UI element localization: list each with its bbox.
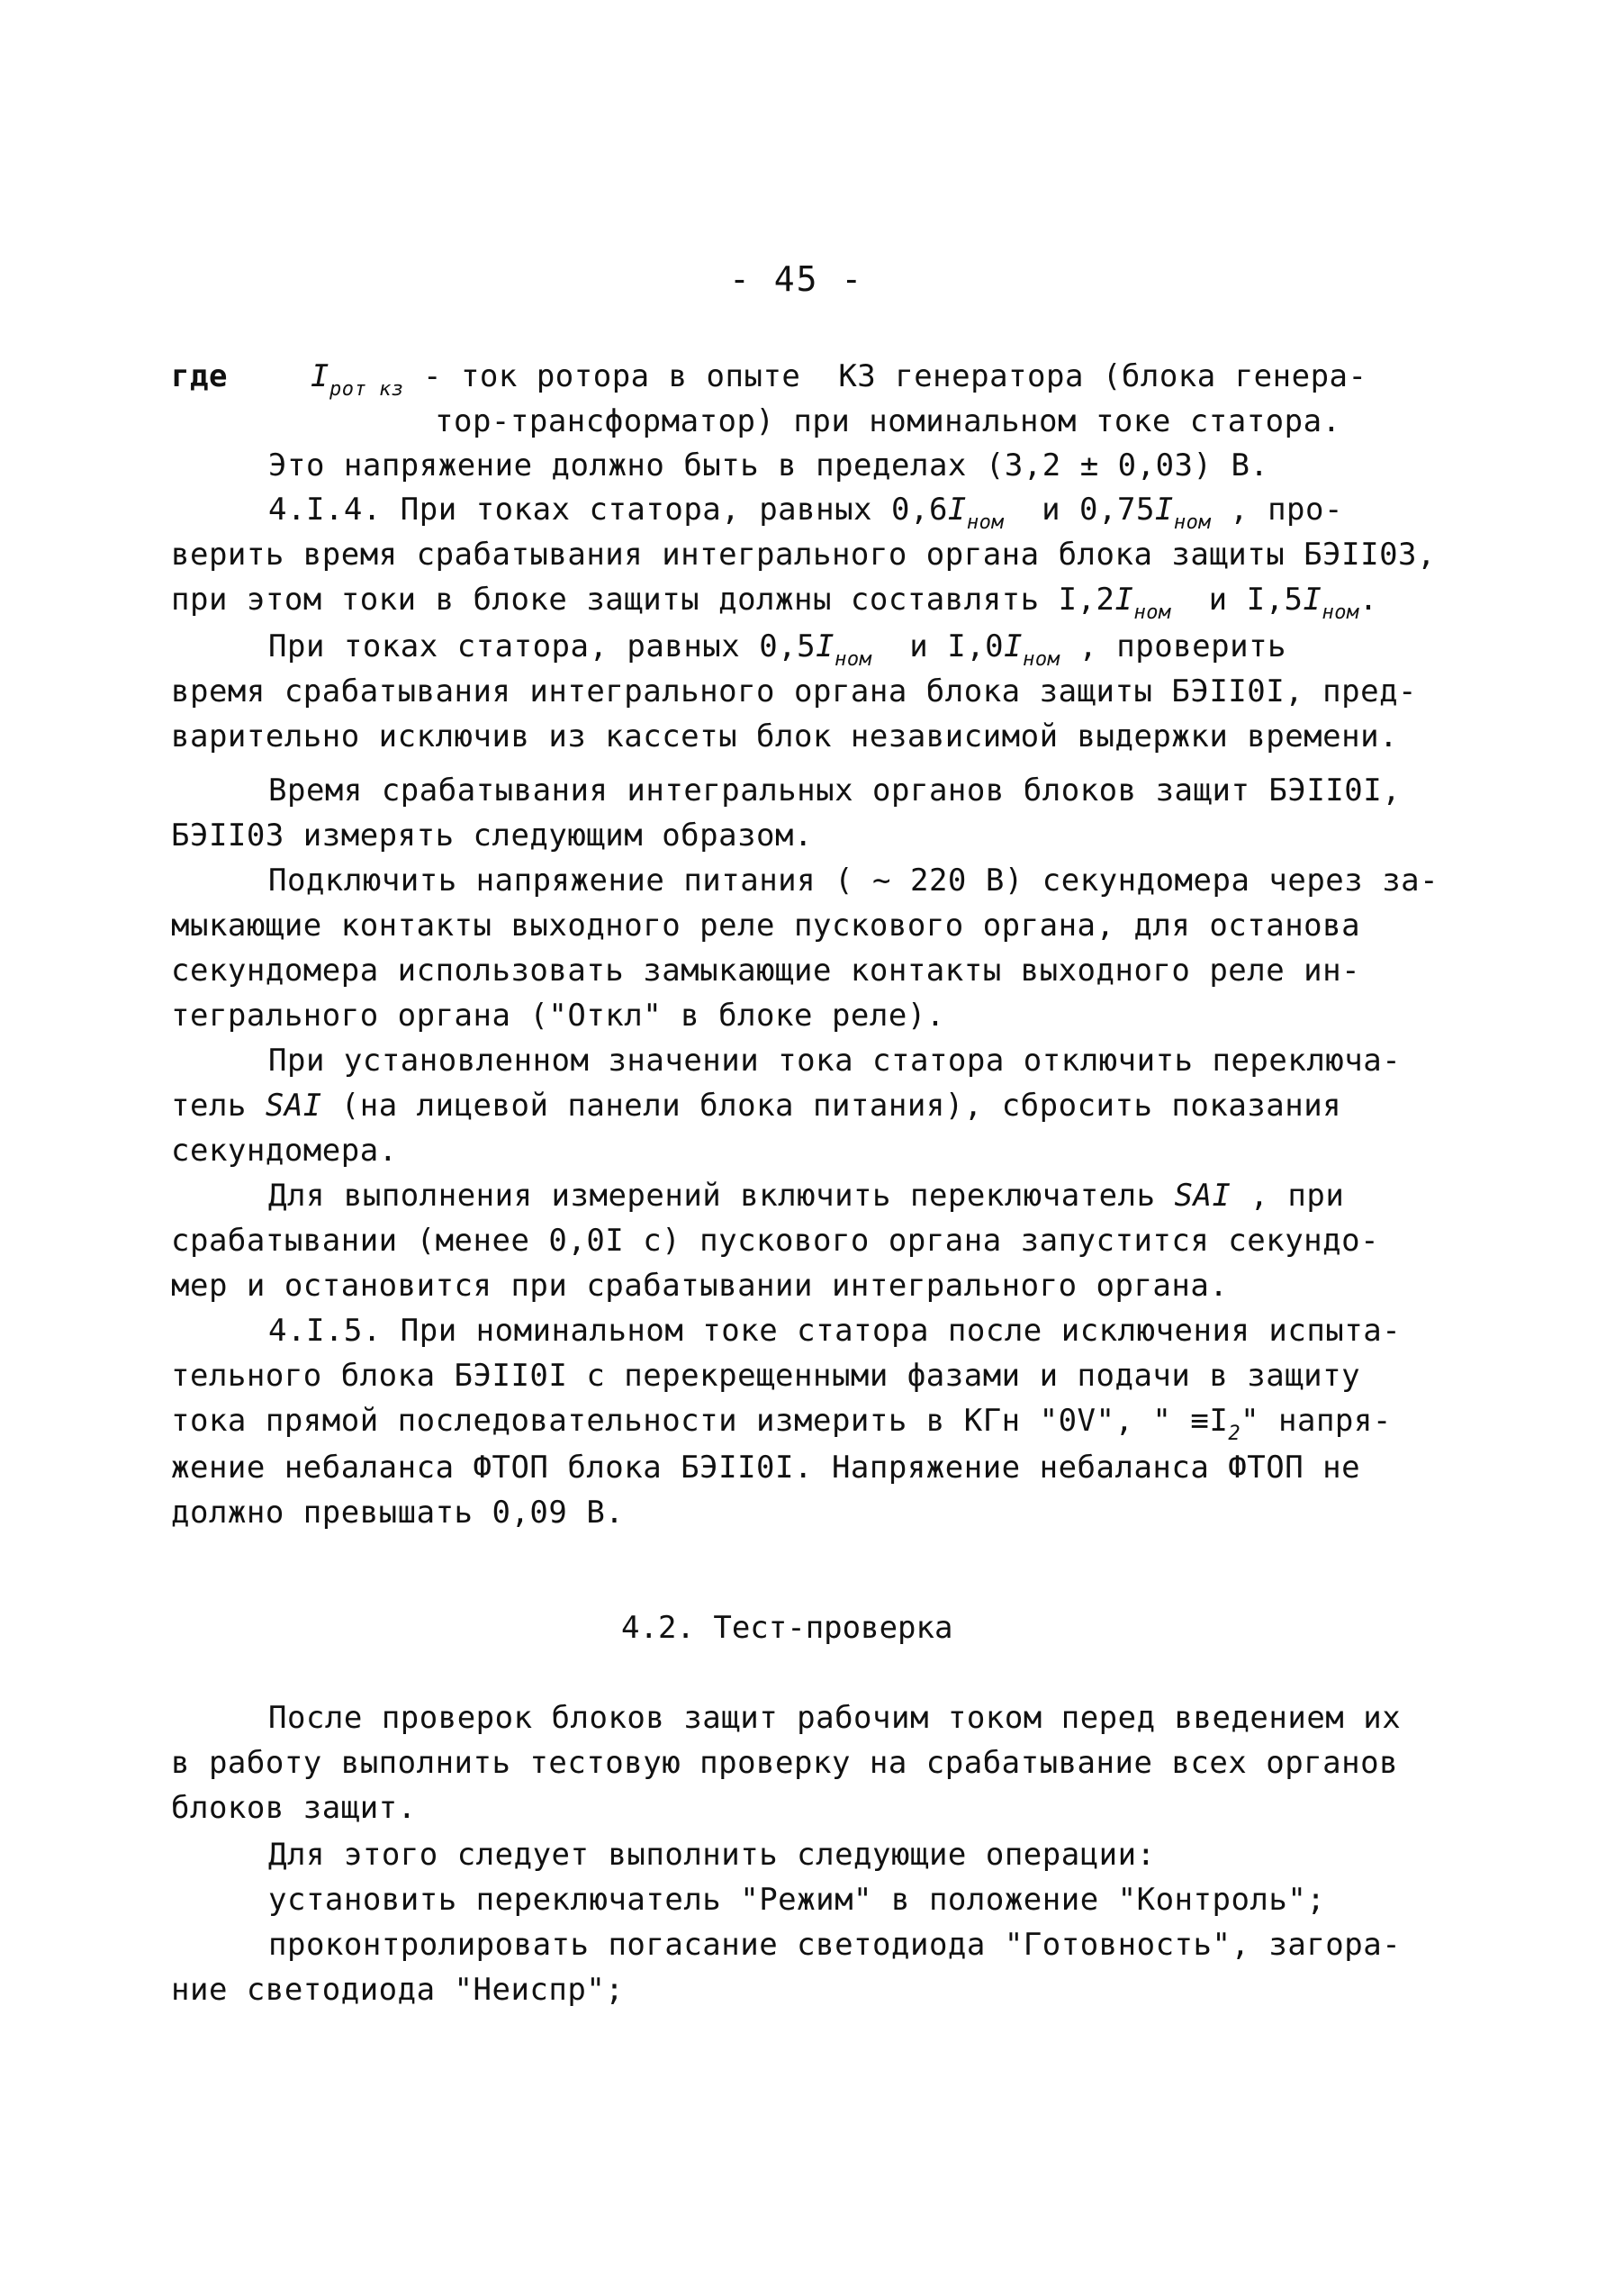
switch-sai-label: SAI — [1174, 1178, 1232, 1214]
p414-l1-text-a: 4.I.4. При токах статора, равных 0,6 — [268, 492, 948, 528]
rotor-current-symbol — [311, 358, 403, 399]
p-set-line-3: секундомера. — [171, 1133, 398, 1169]
p414-l1-text-c: , про- — [1211, 492, 1343, 528]
p415-line-2: тельного блока БЭII0I с перекрещенными фазами и подачи в защиту — [171, 1358, 1361, 1394]
i-nom-subscript: ном — [1173, 511, 1212, 534]
definition-line-2: тор-трансформатор) при номинальном токе статора. — [435, 403, 1341, 439]
p-measure-l1-text-a: Для выполнения измерений включить переключатель — [268, 1178, 1175, 1214]
p-time-line-1: Время срабатывания интегральных органов блоков защит БЭII0I, — [268, 773, 1402, 809]
where-word: где — [171, 358, 228, 394]
p-ops-line-4: ние светодиода "Неиспр"; — [171, 1972, 625, 2008]
i-nom-symbol: I — [1114, 582, 1134, 618]
p-ops-line-3: проконтролировать погасание светодиода "Готовность", загора- — [268, 1927, 1402, 1963]
switch-sai-label: SAI — [265, 1088, 322, 1124]
p415-line-5: должно превышать 0,09 В. — [171, 1495, 625, 1531]
i-nom-subscript: ном — [1322, 601, 1359, 624]
p-measure-line-1 — [268, 1178, 1344, 1214]
p414-l1-text-b: и 0,75 — [1004, 492, 1155, 528]
p-measure-l1-text-c: , при — [1231, 1178, 1345, 1214]
p-ops-line-2: установить переключатель "Режим" в положение "Контроль"; — [268, 1882, 1326, 1918]
p415-line-3 — [171, 1403, 1392, 1443]
symbol-main: I — [311, 358, 329, 394]
i-nom-subscript: ном — [835, 648, 872, 671]
p414-l3-text-c: . — [1358, 582, 1378, 618]
p414-l4-text-c: , проверить — [1060, 628, 1287, 664]
symbol-subscript: рот кз — [329, 378, 404, 401]
i-nom-subscript: ном — [966, 511, 1005, 534]
i-nom-symbol: I — [1004, 628, 1024, 664]
p414-line-2: верить время срабатывания интегрального органа блока защиты БЭII03, — [171, 537, 1436, 573]
i-nom-symbol: I — [816, 628, 835, 664]
p-connect-line-4: тегрального органа ("Откл" в блоке реле). — [171, 998, 945, 1034]
p-after-line-2: в работу выполнить тестовую проверку на срабатывание всех органов — [171, 1745, 1399, 1781]
p-set-l2-text-c: (на лицевой панели блока питания), сбросить показания — [321, 1088, 1342, 1124]
p415-line-1: 4.I.5. При номинальном токе статора после исключения испыта- — [268, 1313, 1402, 1349]
i-nom-symbol: I — [947, 492, 967, 528]
p414-l3-text-b: и I,5 — [1170, 582, 1304, 618]
p-set-line-1: При установленном значении тока статора отключить переключа- — [268, 1043, 1402, 1079]
p-ops-line-1: Для этого следует выполнить следующие операции: — [268, 1837, 1156, 1873]
p415-l3-text-b: " напря- — [1241, 1403, 1392, 1439]
p414-line-4 — [268, 628, 1286, 669]
p-measure-line-3: мер и остановится при срабатывании интегрального органа. — [171, 1268, 1229, 1304]
p-after-line-3: блоков защит. — [171, 1790, 417, 1826]
p414-line-5: время срабатывания интегрального органа блока защиты БЭII0I, пред- — [171, 673, 1418, 709]
p-after-line-1: После проверок блоков защит рабочим током перед введением их — [268, 1700, 1402, 1736]
i2-subscript: 2 — [1228, 1423, 1241, 1445]
p-connect-line-2: мыкающие контакты выходного реле пускового органа, для останова — [171, 908, 1361, 944]
p414-line-1 — [268, 492, 1343, 532]
p-set-l2-text-a: тель — [171, 1088, 266, 1124]
p-set-line-2 — [171, 1088, 1341, 1124]
i-nom-subscript: ном — [1133, 601, 1171, 624]
p415-line-4: жение небаланса ФТОП блока БЭII0I. Напряжение небаланса ФТОП не — [171, 1450, 1361, 1486]
i-nom-subscript: ном — [1023, 648, 1060, 671]
p-measure-line-2: срабатывании (менее 0,0I с) пускового органа запустится секундо- — [171, 1223, 1380, 1259]
page-number: - 45 - — [729, 259, 864, 299]
p414-line-3 — [171, 582, 1378, 622]
i-nom-symbol: I — [1154, 492, 1174, 528]
p415-l3-text-a: тока прямой последовательности измерить в КГн "0V", " ≡I — [171, 1403, 1229, 1439]
definition-line-1: - ток ротора в опыте КЗ генератора (блока генера- — [423, 358, 1367, 394]
p414-l3-text-a: при этом токи в блоке защиты должны составлять I,2 — [171, 582, 1115, 618]
p-time-line-2: БЭII03 измерять следующим образом. — [171, 818, 813, 854]
p414-line-6: варительно исключив из кассеты блок независимой выдержки времени. — [171, 718, 1399, 754]
p414-l4-text-a: При токах статора, равных 0,5 — [268, 628, 817, 664]
section-heading: 4.2. Тест-проверка — [621, 1610, 953, 1646]
i-nom-symbol: I — [1303, 582, 1322, 618]
p-connect-line-1: Подключить напряжение питания ( ~ 220 В) секундомера через за- — [268, 863, 1439, 899]
p414-l4-text-b: и I,0 — [871, 628, 1005, 664]
p-connect-line-3: секундомера использовать замыкающие контакты выходного реле ин- — [171, 953, 1361, 989]
voltage-range-line: Это напряжение должно быть в пределах (3,2 ± 0,03) В. — [268, 447, 1269, 483]
